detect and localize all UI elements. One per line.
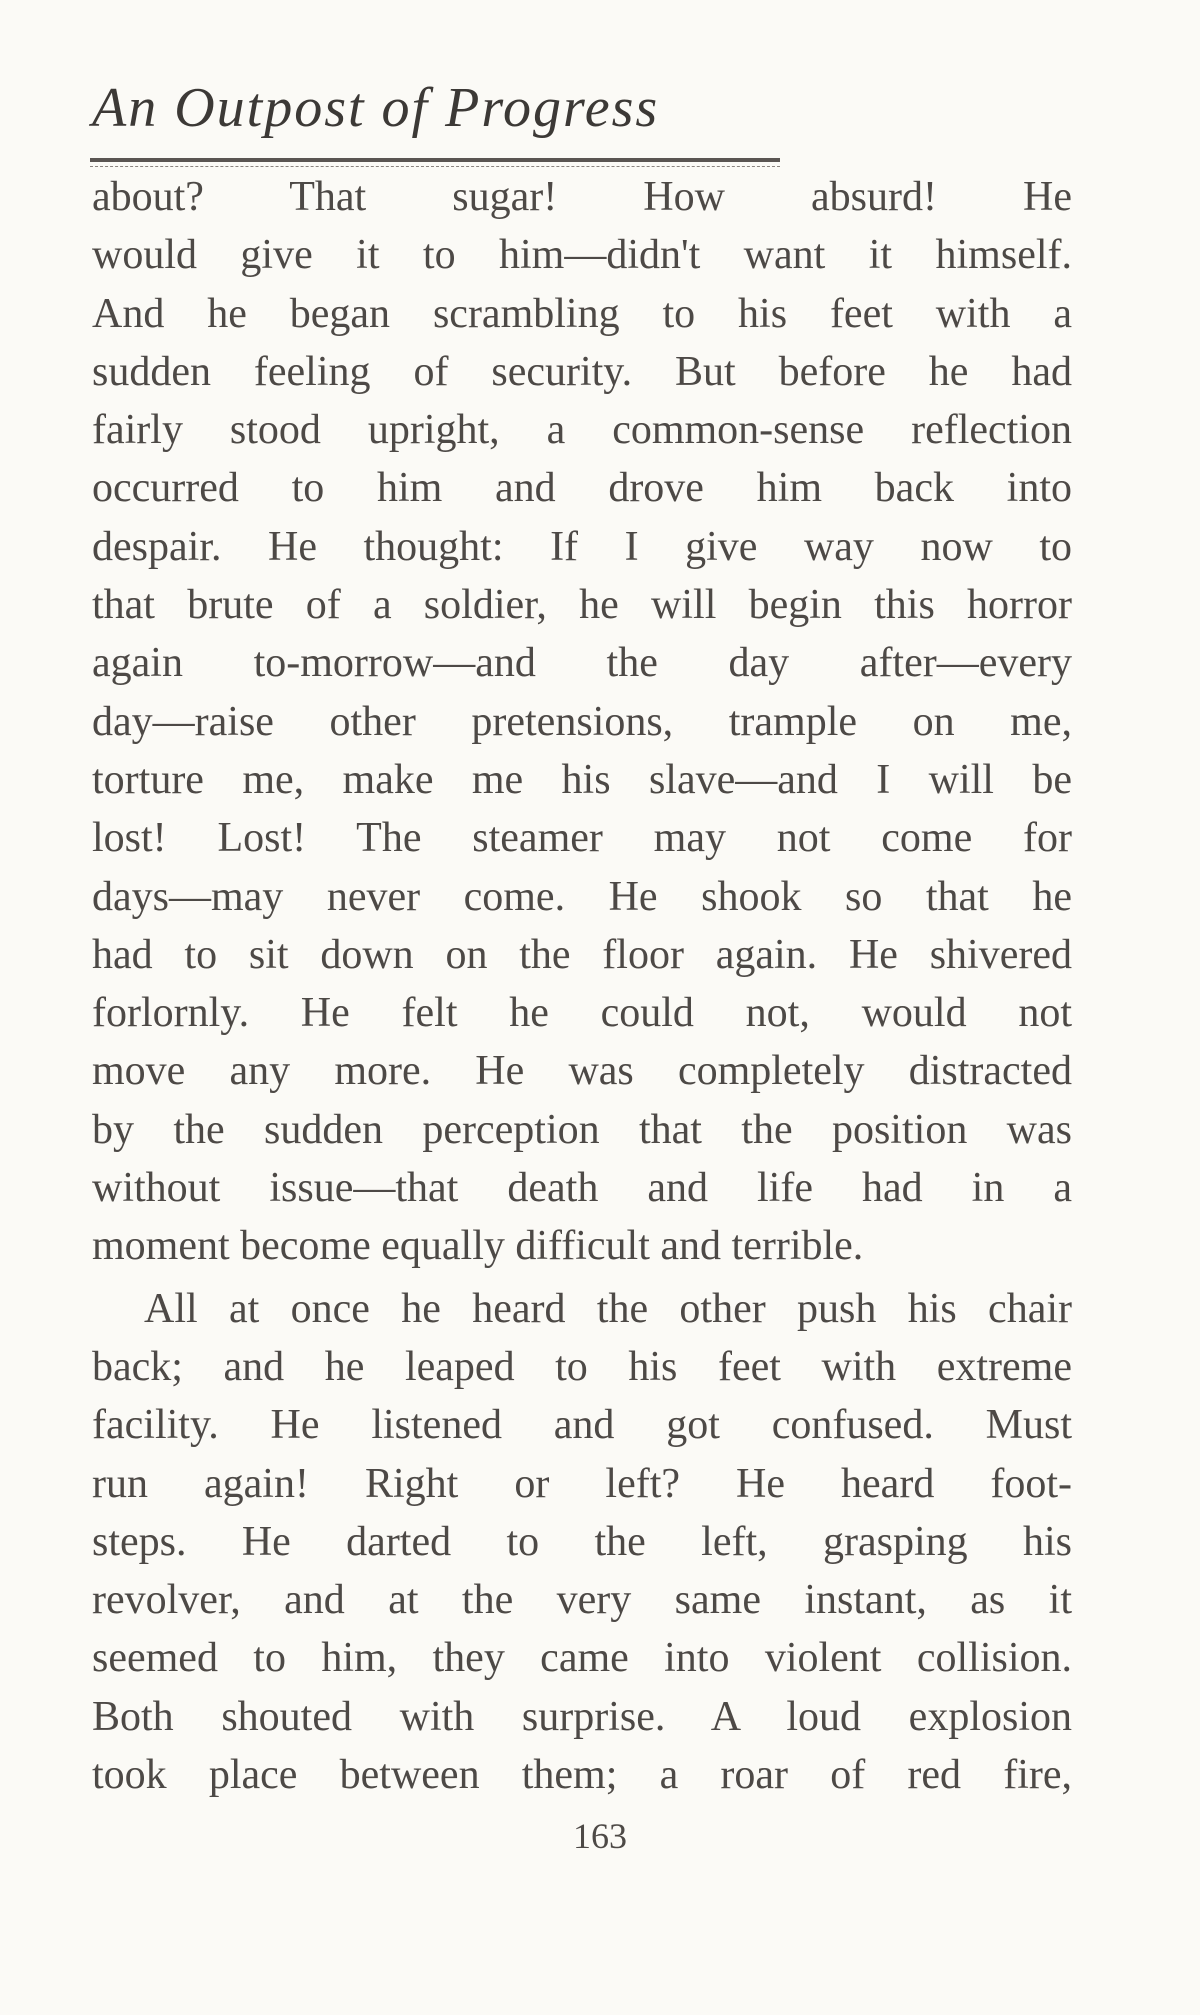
text-line: took place between them; a roar of red fire, xyxy=(92,1752,1072,1799)
text-line: again to-morrow—and the day after—every xyxy=(92,640,1072,687)
text-line: move any more. He was completely distracted xyxy=(92,1048,1072,1095)
text-line: moment become equally difficult and terrible. xyxy=(92,1223,864,1270)
text-line: lost! Lost! The steamer may not come for xyxy=(92,815,1072,862)
text-line: by the sudden perception that the position was xyxy=(92,1106,1072,1153)
text-line: about? That sugar! How absurd! He xyxy=(92,174,1072,220)
text-line: days—may never come. He shook so that he xyxy=(92,873,1072,920)
text-line: torture me, make me his slave—and I will be xyxy=(92,756,1072,803)
text-line: Both shouted with surprise. A loud explosion xyxy=(92,1693,1072,1740)
running-head-rule xyxy=(90,158,780,162)
text-line: revolver, and at the very same instant, as it xyxy=(92,1577,1072,1624)
body-text xyxy=(92,168,1072,1804)
text-line: seemed to him, they came into violent collision. xyxy=(92,1635,1072,1682)
text-line: And he began scrambling to his feet with a xyxy=(92,290,1072,337)
running-head-rule-dotted xyxy=(90,166,780,167)
text-line: without issue—that death and life had in a xyxy=(92,1165,1072,1212)
text-line: steps. He darted to the left, grasping his xyxy=(92,1518,1072,1565)
text-line: had to sit down on the floor again. He shivered xyxy=(92,931,1072,978)
text-line: occurred to him and drove him back into xyxy=(92,465,1072,512)
text-line: run again! Right or left? He heard foot- xyxy=(92,1460,1072,1507)
text-line: facility. He listened and got confused. Must xyxy=(92,1402,1072,1449)
text-line: back; and he leaped to his feet with extreme xyxy=(92,1343,1072,1390)
text-line: forlornly. He felt he could not, would not xyxy=(92,990,1072,1037)
text-line: All at once he heard the other push his chair xyxy=(144,1285,1072,1332)
text-line: sudden feeling of security. But before he had xyxy=(92,348,1072,395)
text-line: despair. He thought: If I give way now to xyxy=(92,523,1072,570)
text-line: that brute of a soldier, he will begin this horror xyxy=(92,582,1072,629)
text-line: fairly stood upright, a common-sense reflection xyxy=(92,407,1072,454)
text-line: day—raise other pretensions, trample on me, xyxy=(92,698,1072,745)
running-head: An Outpost of Progress xyxy=(92,77,660,139)
text-line: would give it to him—didn't want it himself. xyxy=(92,232,1072,279)
page-number: 163 xyxy=(573,1816,627,1856)
